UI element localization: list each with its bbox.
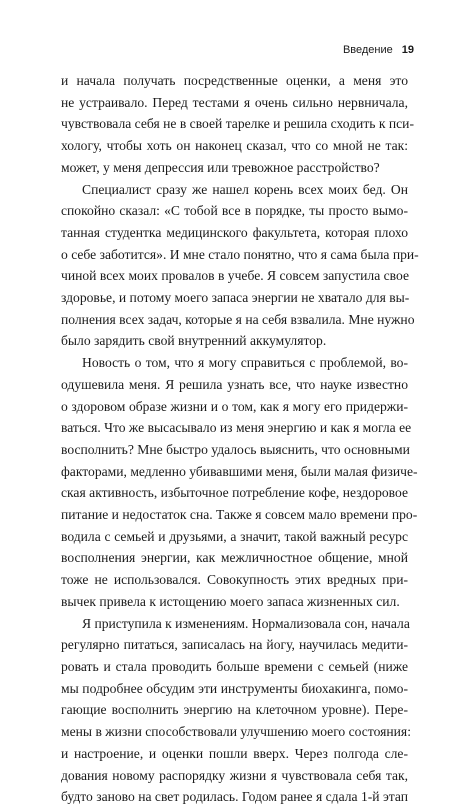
text-line: было зарядить свой внутренний аккумулятор. <box>61 333 327 349</box>
text-line: спокойно сказал: «С тобой все в порядке, ты просто вымо- <box>61 203 408 219</box>
running-head <box>343 44 414 56</box>
text-line: и настроение, и оценки пошли вверх. Через полгода сле- <box>61 745 408 761</box>
text-line: о себе заботится». И мне стало понятно, что я сама была при- <box>61 246 419 262</box>
paragraph <box>61 613 411 808</box>
text-line: полнения всех задач, которые я на себя взвалила. Мне нужно <box>61 311 415 327</box>
text-line: восполнения энергии, как межличностное общение, мной <box>61 550 408 566</box>
text-line: Специалист сразу же нашел корень всех моих бед. Он <box>82 181 408 197</box>
text-line: ская активность, избыточное потребление кофе, нездоровое <box>61 485 408 501</box>
text-line: может, у меня депрессия или тревожное расстройство? <box>61 159 380 175</box>
text-line: хологу, чтобы хоть он наконец сказал, что со мной не так: <box>61 138 408 154</box>
text-line: о здоровом образе жизни и о том, как я могу его придержи- <box>61 398 408 414</box>
page-number: 19 <box>401 44 414 56</box>
text-line: ваться. Что же высасывало из меня энергию и как я могла ее <box>61 420 412 436</box>
text-line: чиной всех моих провалов в учебе. Я совсем запустила свое <box>61 268 410 284</box>
paragraph <box>61 70 414 179</box>
body-text <box>61 70 419 808</box>
text-line: танная студентка медицинского факультета, которая плохо <box>61 224 408 240</box>
text-line: не устраивало. Перед тестами я очень сильно нервничала, <box>61 94 408 110</box>
text-line: мены в жизни способствовали улучшению моего состояния: <box>61 724 411 740</box>
text-line: вычек привела к истощению моего запаса жизненных сил. <box>61 593 400 609</box>
text-line: будто заново на свет родилась. Годом ранее я сдала 1-й этап <box>61 789 409 805</box>
text-line: Я приступила к изменениям. Нормализовала сон, начала <box>82 615 410 631</box>
text-line: тоже не использовался. Совокупность этих вредных при- <box>61 572 408 588</box>
paragraph <box>61 352 418 612</box>
paragraph <box>61 179 419 353</box>
text-line: одушевила меня. Я решила узнать все, что науке известно <box>61 376 408 392</box>
text-line: гающие восполнить энергию на клеточном уровне). Пере- <box>61 702 408 718</box>
text-line: дования новому распорядку жизни я чувствовала себя так, <box>61 767 408 783</box>
text-line: регулярно питаться, записалась на йогу, научилась медити- <box>61 637 408 653</box>
text-line: восполнить? Мне быстро удалось выяснить, что основными <box>61 441 410 457</box>
text-line: чувствовала себя не в своей тарелке и решила сходить к пси- <box>61 116 414 132</box>
text-line: факторами, медленно убивавшими меня, были малая физиче- <box>61 463 418 479</box>
text-line: Новость о том, что я могу справиться с проблемой, во- <box>82 355 408 371</box>
text-line: мы подробнее обсудим эти инструменты биохакинга, помо- <box>61 680 408 696</box>
text-line: питание и недостаток сна. Также я совсем мало времени про- <box>61 507 418 523</box>
section-title: Введение <box>342 44 393 56</box>
text-line: водила с семьей и друзьями, а значит, такой важный ресурс <box>61 528 408 544</box>
text-line: ровать и стала проводить больше времени с семьей (ниже <box>61 658 408 674</box>
text-line: и начала получать посредственные оценки, а меня это <box>61 73 408 88</box>
text-line: здоровье, и потому моего запаса энергии не хватало для вы- <box>61 290 410 306</box>
